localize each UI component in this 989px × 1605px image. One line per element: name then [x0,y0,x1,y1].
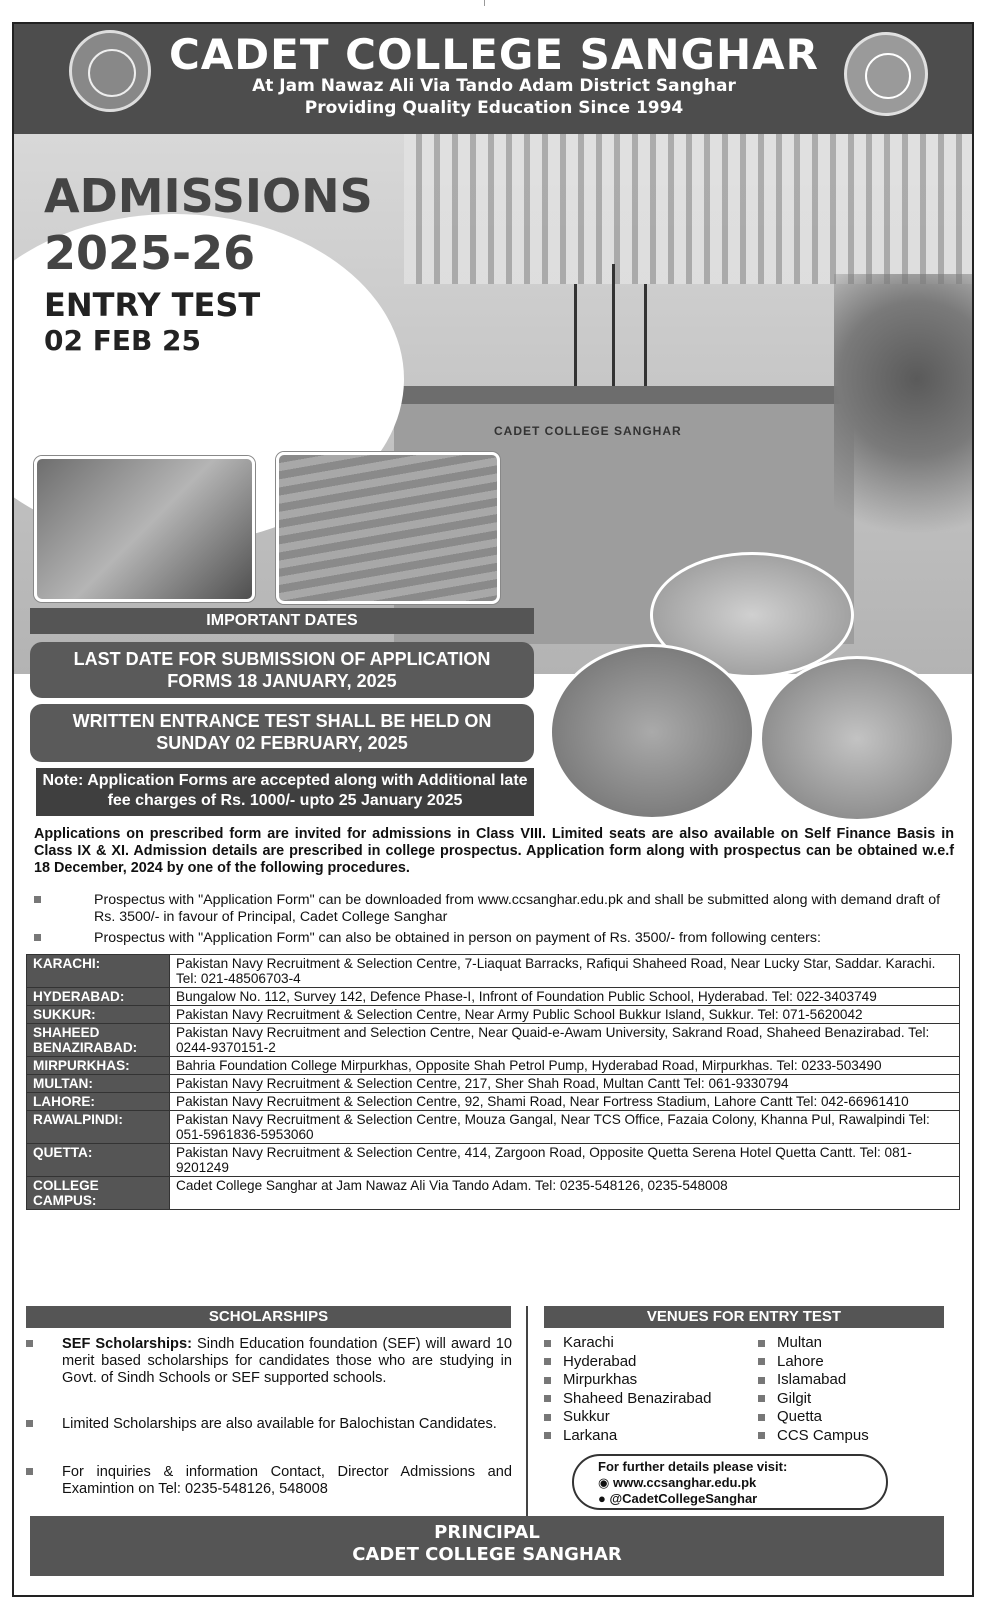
bullet-icon [544,1395,551,1402]
header-banner [14,24,972,134]
venue-item [544,1390,764,1409]
further-heading: For further details please visit: [598,1459,788,1474]
venue-item [544,1371,764,1390]
college-address: At Jam Nawaz Ali Via Tando Adam District Sanghar [252,76,736,96]
website-link[interactable]: www.ccsanghar.edu.pk [612,1475,757,1490]
center-address: Pakistan Navy Recruitment & Selection Centre, 217, Sher Shah Road, Multan Cantt Tel: 061-9330794 [170,1075,960,1093]
center-address: Bungalow No. 112, Survey 142, Defence Phase-I, Infront of Foundation Public School, Hyderabad. Tel: 022-3403749 [170,988,960,1006]
admissions-session: 2025-26 [44,226,256,280]
procedure-download [34,892,964,928]
table-row [27,1177,960,1210]
center-address: Pakistan Navy Recruitment & Selection Centre, 414, Zargoon Road, Opposite Quetta Serena Hotel Quetta Cantt. Tel: 081-9201249 [170,1144,960,1177]
sef-scholarship-item [26,1336,511,1406]
building-sign: CADET COLLEGE SANGHAR [494,424,682,438]
venue-item [544,1427,764,1446]
center-address: Pakistan Navy Recruitment & Selection Centre, 7-Liaquat Barracks, Rafiqui Shaheed Road, Near Lucky Star, Saddar. Karachi. Tel: 021-48506703-4 [170,955,960,988]
bullet-icon [758,1395,765,1402]
balochistan-scholarship-text: Limited Scholarships are also available for Balochistan Candidates. [62,1416,497,1432]
facebook-icon: ● [598,1491,606,1506]
venue-name: Mirpurkhas [563,1371,638,1388]
venue-name: Shaheed Benazirabad [563,1389,712,1407]
bullet-icon [544,1377,551,1384]
center-city: MULTAN: [27,1075,170,1093]
venue-name: Larkana [563,1426,618,1444]
venues-right-list [758,1334,938,1445]
footer-signature [30,1516,944,1576]
column-divider [526,1306,528,1528]
horse-riding-photo [549,644,755,820]
intro-paragraph: Applications on prescribed form are invited for admissions in Class VIII. Limited seats are also available on Self Finance Basis in Class IX & XI. Admission details are prescribed in college prospectus. Application form along with prospectus can be obtained w.e.f 18 December, 2024 by one of the following procedures. [34,826,954,876]
venue-name: Karachi [563,1334,614,1351]
center-city: SUKKUR: [27,1006,170,1024]
bullet-icon [544,1340,551,1347]
table-row [27,1144,960,1177]
inquiries-text: For inquiries & information Contact, Director Admissions and Examintion on Tel: 0235-548126, 548008 [62,1464,512,1497]
footer-principal: PRINCIPAL [434,1522,540,1543]
center-city: KARACHI: [27,955,170,988]
entry-test-date: 02 FEB 25 [44,324,202,357]
center-city: SHAHEED BENAZIRABAD: [27,1024,170,1057]
venue-item [758,1353,938,1372]
venues-left-list [544,1334,764,1445]
center-address: Pakistan Navy Recruitment and Selection Centre, Near Quaid-e-Awam University, Sakrand Road, Shaheed Benazirabad. Tel: 0244-9370151-2 [170,1024,960,1057]
lab-photo [34,456,255,602]
venue-item [758,1371,938,1390]
center-city: HYDERABAD: [27,988,170,1006]
venue-item [758,1390,938,1409]
flag-pole [574,284,577,394]
center-address: Bahria Foundation College Mirpurkhas, Opposite Shah Petrol Pump, Hyderabad Road, Mirpurkhas. Tel: 0233-503490 [170,1057,960,1075]
center-city: QUETTA: [27,1144,170,1177]
inquiries-item [26,1464,511,1500]
bullet-icon [758,1358,765,1365]
table-row [27,1111,960,1144]
venue-item [544,1334,764,1353]
bullet-icon [758,1432,765,1439]
college-title: CADET COLLEGE SANGHAR [168,30,820,79]
classroom-photo [759,656,955,822]
bullet-icon [544,1414,551,1421]
top-crop-mark [484,0,485,6]
centers-table [26,954,960,1210]
venue-item [758,1427,938,1446]
table-row [27,955,960,988]
table-row [27,1006,960,1024]
college-tagline: Providing Quality Education Since 1994 [304,98,684,118]
bullet-icon [26,1468,33,1475]
globe-icon: ◉ [598,1475,610,1490]
table-row [27,1057,960,1075]
bullet-icon [758,1340,765,1347]
scholarships-title: SCHOLARSHIPS [26,1306,511,1328]
venue-name: Quetta [777,1408,823,1425]
flag-pole [644,284,647,394]
center-city: RAWALPINDI: [27,1111,170,1144]
venue-name: Lahore [777,1352,824,1370]
venue-name: Hyderabad [563,1352,637,1370]
advertisement-page [12,22,974,1597]
venue-item [758,1408,938,1427]
table-row [27,1093,960,1111]
footer-college: CADET COLLEGE SANGHAR [352,1544,622,1565]
balochistan-scholarship-item [26,1416,511,1452]
bullet-icon [758,1414,765,1421]
bullet-icon [26,1340,33,1347]
bullet-icon [26,1420,33,1427]
bullet-icon [34,896,41,903]
table-row [27,1075,960,1093]
center-address: Pakistan Navy Recruitment & Selection Centre, 92, Shami Road, Near Fortress Stadium, Lahore Cantt Tel: 042-66961410 [170,1093,960,1111]
late-fee-note: Note: Application Forms are accepted along with Additional late fee charges of Rs. 1000/- upto 25 January 2025 [36,768,534,816]
campus-photo-collage [14,134,972,674]
sef-scholarship-text [62,1336,512,1387]
venue-name: Gilgit [777,1389,812,1407]
center-address: Pakistan Navy Recruitment & Selection Centre, Near Army Public School Bukkur Island, Sukkur. Tel: 071-5620042 [170,1006,960,1024]
swimming-photo [276,452,500,604]
venue-item [544,1353,764,1372]
center-address: Pakistan Navy Recruitment & Selection Centre, Mouza Gangal, Near TCS Office, Fazaia Colony, Khanna Pul, Rawalpindi Tel: 051-5961836-5953060 [170,1111,960,1144]
venue-name: Sukkur [563,1408,610,1425]
entry-test-label: ENTRY TEST [44,286,261,324]
bullet-icon [544,1432,551,1439]
bullet-icon [544,1358,551,1365]
flag-pole [612,264,615,394]
venue-item [758,1334,938,1353]
venues-title: VENUES FOR ENTRY TEST [544,1306,944,1328]
sef-label: SEF Scholarships: [62,1336,192,1352]
venue-item [544,1408,764,1427]
bullet-icon [758,1377,765,1384]
center-city: COLLEGE CAMPUS: [27,1177,170,1210]
parade-photo [404,134,972,284]
center-city: LAHORE: [27,1093,170,1111]
sef-description: Sindh Education foundation (SEF) will award 10 merit based scholarships for candidates those who are studying in Govt. of Sindh Schools or SEF supported schools. [62,1336,512,1386]
venue-name: Islamabad [777,1371,847,1388]
table-row [27,1024,960,1057]
venue-name: CCS Campus [777,1426,869,1444]
procedure-in-person [34,930,964,948]
last-date-notice: LAST DATE FOR SUBMISSION OF APPLICATION FORMS 18 JANUARY, 2025 [30,642,534,698]
college-crest-logo [69,30,151,112]
test-date-notice: WRITTEN ENTRANCE TEST SHALL BE HELD ON SUNDAY 02 FEBRUARY, 2025 [30,704,534,762]
center-city: MIRPURKHAS: [27,1057,170,1075]
procedure-text: Prospectus with "Application Form" can also be obtained in person on payment of Rs. 3500/- from following centers: [94,930,821,946]
website-row[interactable] [598,1475,862,1491]
procedure-text: Prospectus with "Application Form" can be downloaded from www.ccsanghar.edu.pk and shall be submitted along with demand draft of Rs. 3500/- in favour of Principal, Cadet College Sanghar [94,892,941,925]
facebook-row[interactable] [598,1491,862,1507]
palm-tree-photo [834,274,972,624]
facebook-handle[interactable]: @CadetCollegeSanghar [609,1491,758,1506]
table-row [27,988,960,1006]
admissions-heading: ADMISSIONS [44,169,373,223]
center-address: Cadet College Sanghar at Jam Nawaz Ali Via Tando Adam. Tel: 0235-548126, 0235-548008 [170,1177,960,1210]
government-seal-logo [844,32,928,116]
venue-name: Multan [777,1334,823,1351]
important-dates-title: IMPORTANT DATES [30,608,534,634]
further-details-box [572,1454,888,1510]
bullet-icon [34,934,41,941]
